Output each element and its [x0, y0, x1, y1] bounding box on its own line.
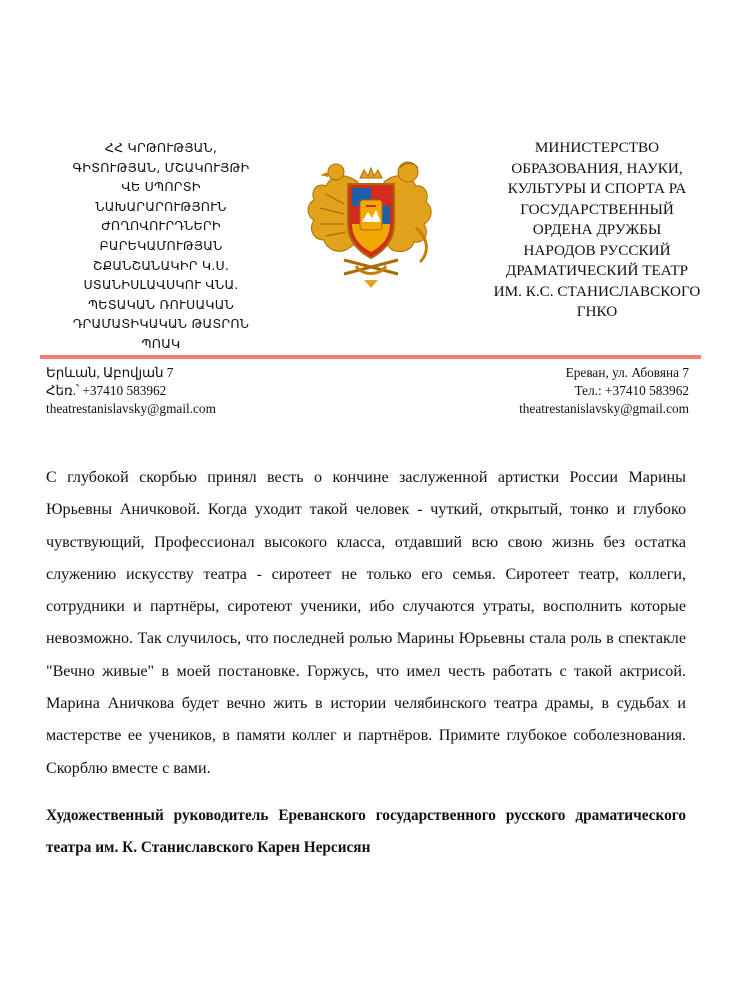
- phone-russian: Тел.: +37410 583962: [574, 383, 689, 398]
- condolence-message: С глубокой скорбью принял весть о кончине заслуженной артистки России Марины Юрьевны Аничковой. Когда уходит такой человек - чуткий, открытый, тонко и глубоко чувствующий, Профессионал высокого класса, отдавший всю свою жизнь без остатка служению искусству театра - сиротеет не только его семья. Сиротеет театр, коллеги, сотрудники и партнёры, сиротеют ученики, ибо случаются утраты, восполнить которые невозможно. Так случилось, что последней ролью Марины Юрьевны стала роль в спектакле "Вечно живые" в моей постановке. Горжусь, что имел честь работать с такой актрисой. Марина Аничкова будет вечно жить в истории челябинского театра драмы, в судьбах и мастерстве ее учеников, в памяти коллег и партнёров. Примите глубокое соболезнования. Скорблю вместе с вами.: [46, 469, 686, 777]
- org-name-armenian-line: ԴՐԱՄԱՏԻԿԱԿԱՆ ԹԱՏՐՈՆ: [72, 316, 250, 332]
- address-russian: Ереван, ул. Абовяна 7: [565, 365, 689, 380]
- org-name-russian-line: НАРОДОВ РУССКИЙ: [523, 241, 671, 259]
- org-name-armenian-line: ՍՏԱՆԻՍԼԱՎՍԿՈՒ ՎՆԱ.: [83, 277, 239, 293]
- org-name-russian-line: ИМ. К.С. СТАНИСЛАВСКОГО: [493, 282, 701, 300]
- org-name-armenian: [30, 138, 292, 354]
- org-name-russian-line: ОРДЕНА ДРУЖБЫ: [532, 221, 662, 238]
- org-name-russian: [452, 138, 741, 323]
- org-name-armenian-line: ՊՈԱԿ: [141, 335, 181, 351]
- contact-block-russian: [519, 364, 689, 418]
- armenian-coat-of-arms-icon: [296, 142, 446, 292]
- org-name-armenian-line: ՆԱԽԱՐԱՐՈՒԹՅՈՒՆ: [95, 198, 227, 214]
- org-name-armenian-line: ԲԱՐԵԿԱՄՈՒԹՅԱՆ: [99, 237, 223, 253]
- header-divider: [40, 355, 701, 359]
- email-armenian[interactable]: theatrestanislavsky@gmail.com: [46, 401, 216, 416]
- org-name-armenian-line: ԺՈՂՈՎՈՒՐԴՆԵՐԻ: [101, 218, 221, 234]
- org-name-russian-line: ДРАМАТИЧЕСКИЙ ТЕАТР: [505, 262, 689, 279]
- address-armenian: Երևան, Աբովյան 7: [46, 365, 174, 380]
- email-russian[interactable]: theatrestanislavsky@gmail.com: [519, 401, 689, 416]
- signature: Художественный руководитель Ереванского государственного русского драматического театра им. К. Станиславского Карен Нерсисян: [46, 807, 686, 856]
- org-name-russian-line: ОБРАЗОВАНИЯ, НАУКИ,: [511, 159, 683, 177]
- contact-block-armenian: [46, 364, 216, 418]
- org-name-armenian-line: ՊԵՏԱԿԱՆ ՌՈՒՍԱԿԱՆ: [88, 296, 234, 312]
- org-name-russian-line: КУЛЬТУРЫ И СПОРТА РА: [507, 180, 687, 197]
- org-name-russian-line: МИНИСТЕРСТВО: [534, 139, 660, 156]
- org-name-armenian-line: ԳԻՏՈՒԹՅԱՆ, ՄՇԱԿՈՒՅԹԻ: [72, 159, 250, 175]
- org-name-russian-line: ГНКО: [576, 303, 618, 320]
- org-name-armenian-line: ՎԵ ՍՊՈՐՏԻ: [121, 179, 201, 195]
- org-name-russian-line: ГОСУДАРСТВЕННЫЙ: [520, 200, 674, 218]
- phone-armenian: Հեռ.՝ +37410 583962: [46, 383, 167, 398]
- org-name-armenian-line: ՇՔԱՆՇԱՆԱԿԻՐ Կ.Ս.: [92, 257, 230, 273]
- org-name-armenian-line: ՀՀ ԿՐԹՈՒԹՅԱՆ,: [104, 140, 218, 155]
